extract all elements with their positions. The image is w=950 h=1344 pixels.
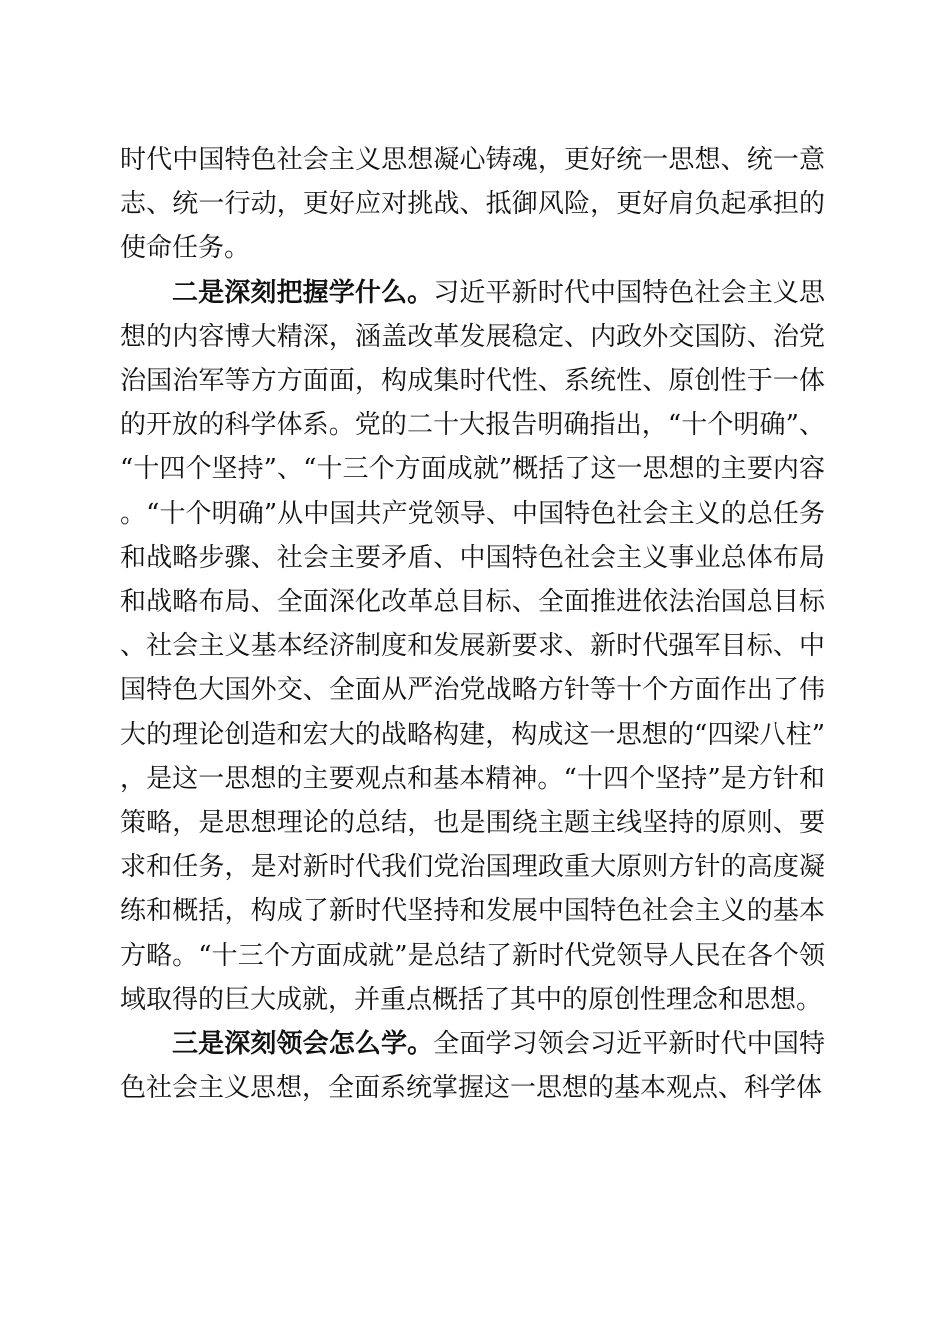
- paragraph-2-text: 习近平新时代中国特色社会主义思想的内容博大精深，涵盖改革发展稳定、内政外交国防、治党治国治军等方方面面，构成集时代性、系统性、原创性于一体的开放的科学体系。党的二十大报告明确指出，“十个明确”、“十四个坚持”、“十三个方面成就”概括了这一思想的主要内容。“十个明确”从中国共产党领导、中国特色社会主义的总任务和战略步骤、社会主要矛盾、中国特色社会主义事业总体布局和战略布局、全面深化改革总目标、全面推进依法治国总目标、社会主义基本经济制度和发展新要求、新时代强军目标、中国特色大国外交、全面从严治党战略方针等十个方面作出了伟大的理论创造和宏大的战略构建，构成这一思想的“四梁八柱”，是这一思想的主要观点和基本精神。“十四个坚持”是方针和策略，是思想理论的总结，也是围绕主题主线坚持的原则、要求和任务，是对新时代我们党治国理政重大原则方针的高度凝练和概括，构成了新时代坚持和发展中国特色社会主义的基本方略。“十三个方面成就”是总结了新时代党领导人民在各个领域取得的巨大成就，并重点概括了其中的原创性理念和思想。: [120, 277, 825, 1015]
- paragraph-3-lead: 三是深刻领会怎么学。: [172, 1029, 434, 1060]
- paragraph-3-text: 全面学习领会习近平新时代中国特色社会主义思想，全面系统掌握这一思想的基本观点、科学体: [120, 1029, 825, 1104]
- document-body: [120, 138, 825, 1110]
- paragraph-how-to-learn: [120, 1022, 825, 1110]
- paragraph-what-to-learn: [120, 271, 825, 1022]
- paragraph-continuation: [120, 138, 825, 271]
- paragraph-2-lead: 二是深刻把握学什么。: [172, 277, 434, 308]
- paragraph-1-text: 时代中国特色社会主义思想凝心铸魂，更好统一思想、统一意志、统一行动，更好应对挑战、抵御风险，更好肩负起承担的使命任务。: [120, 145, 825, 264]
